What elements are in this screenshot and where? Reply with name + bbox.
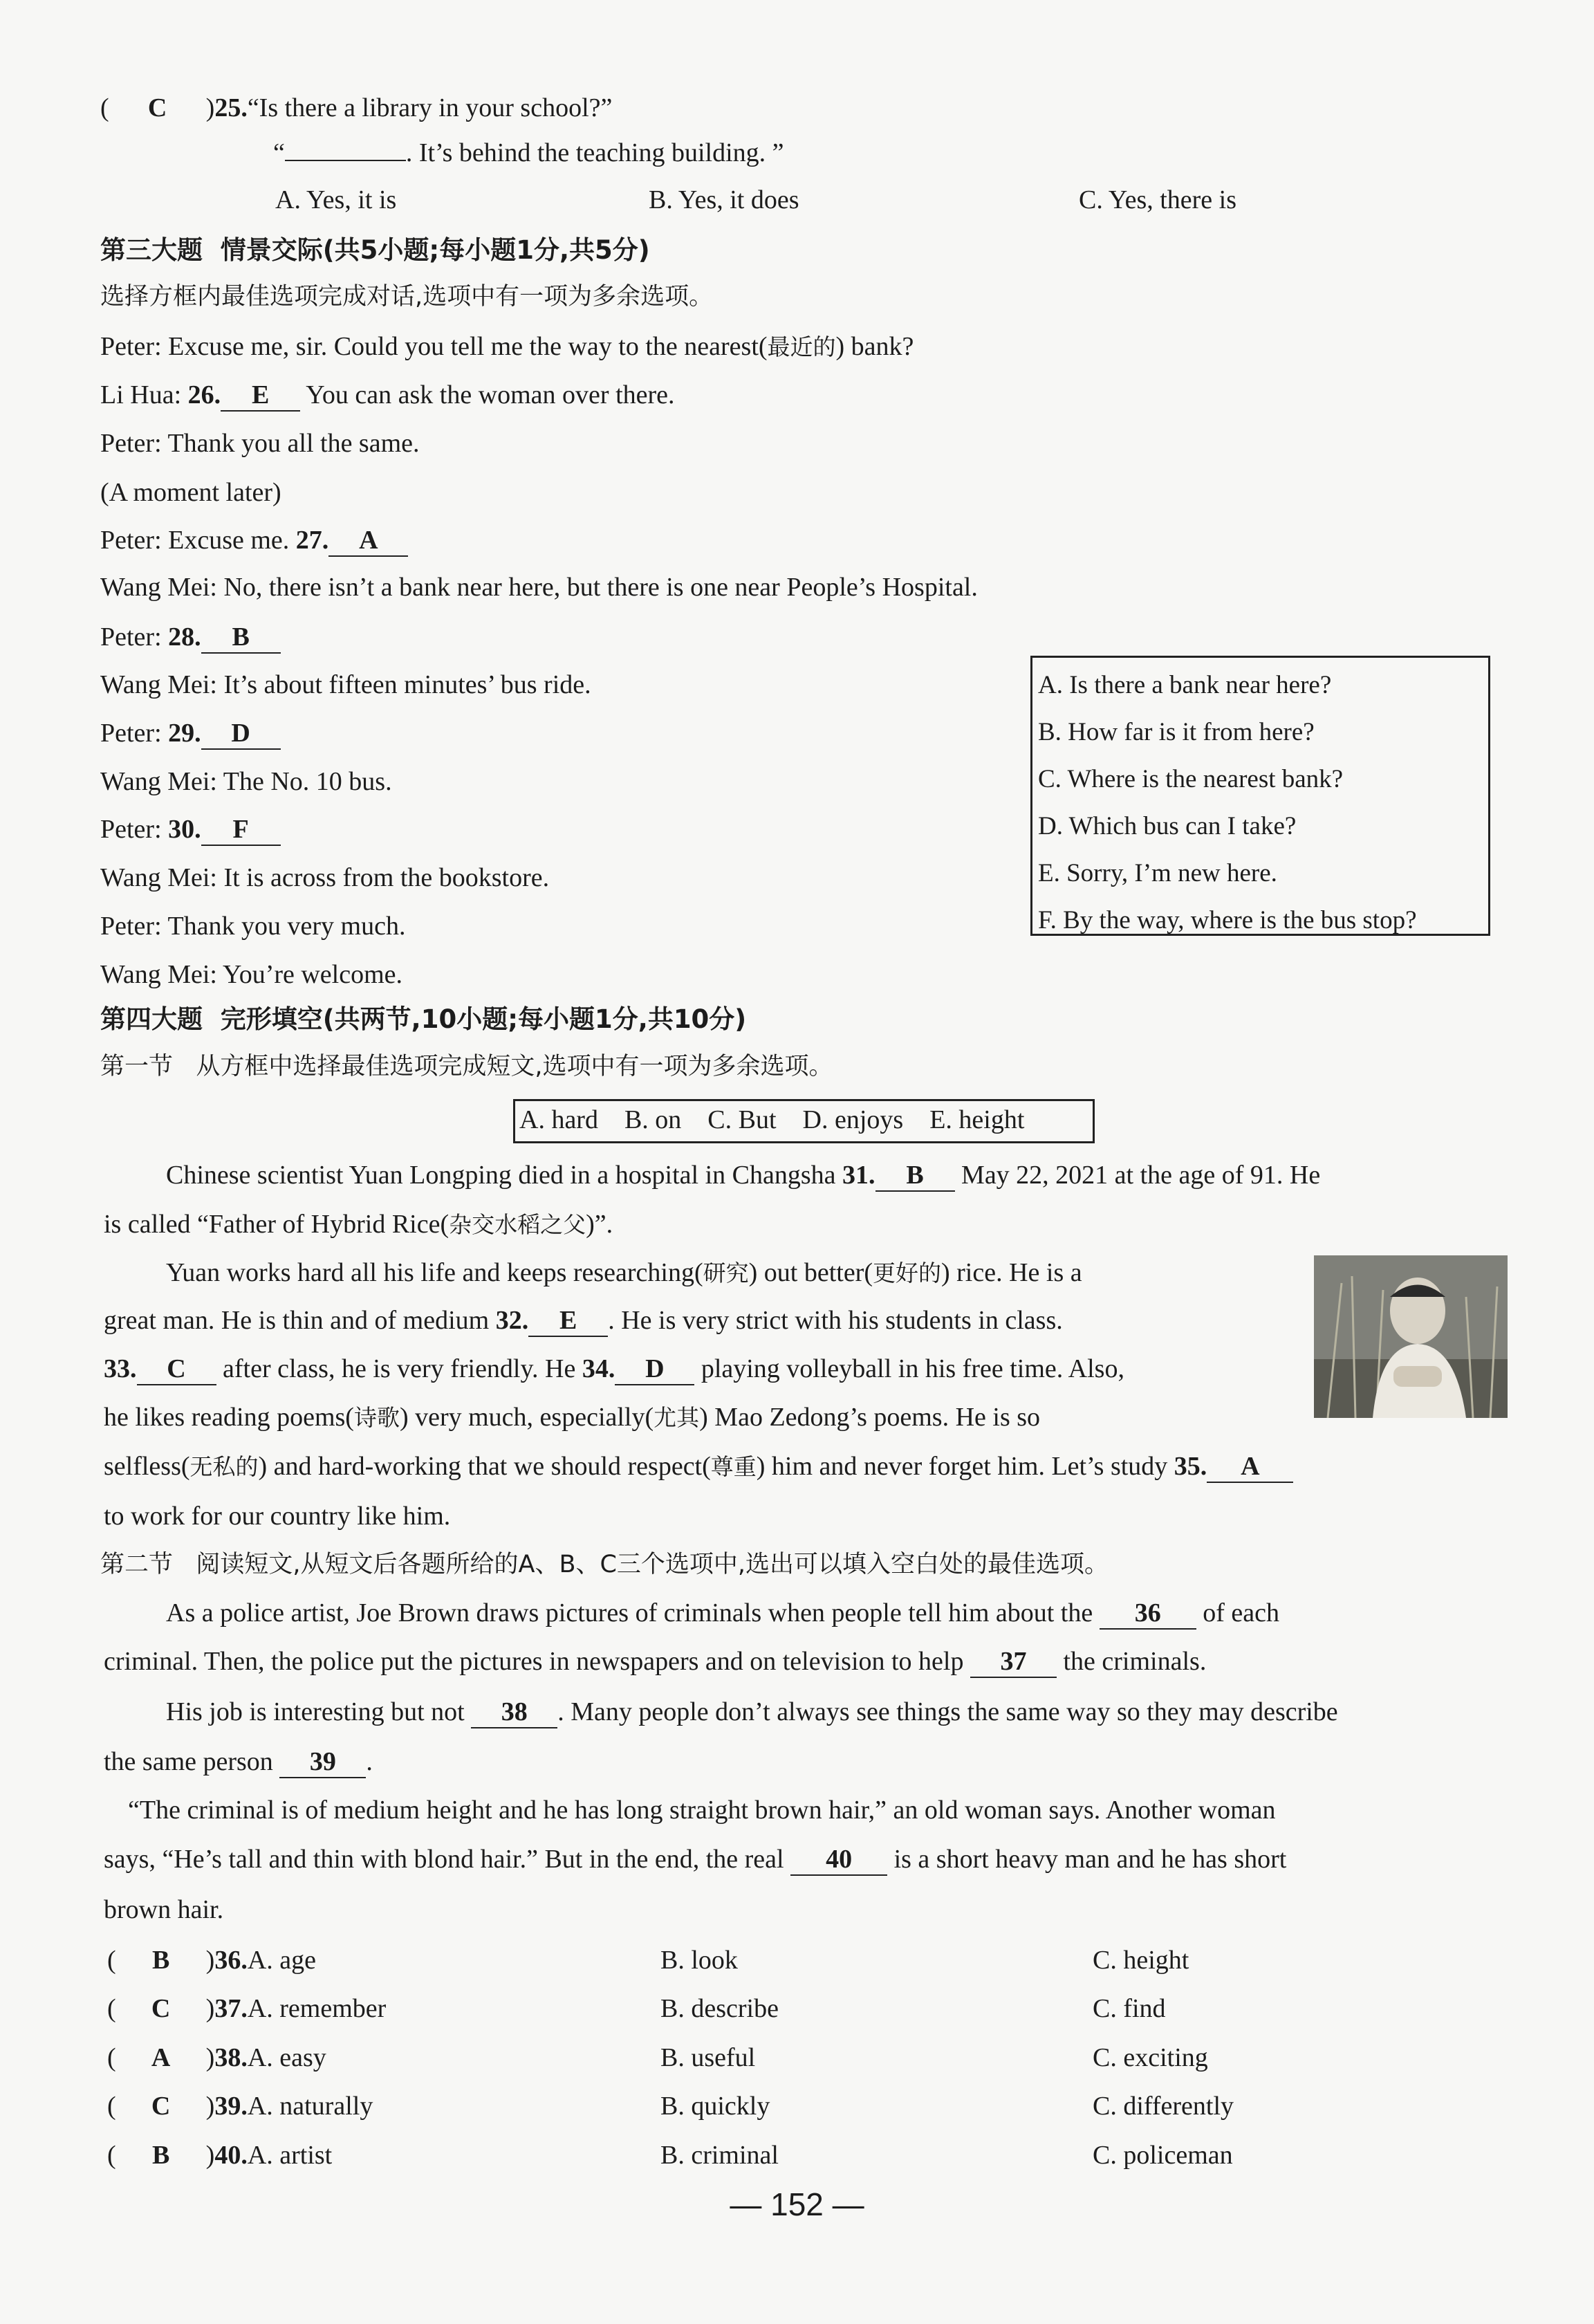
dialogue-line-3: Peter: Thank you all the same. bbox=[100, 429, 420, 458]
q25-option-a: A. Yes, it is bbox=[275, 185, 397, 214]
passage1-line-7: selfless(无私的) and hard-working that we should respect(尊重) him and never forget him. Let’s study 35. A bbox=[104, 1450, 1293, 1484]
box-option-a: A. Is there a bank near here? bbox=[1038, 671, 1332, 699]
section1-instruction: 第一节 从方框中选择最佳选项完成短文,选项中有一项为多余选项。 bbox=[100, 1053, 833, 1080]
answer-30: F bbox=[201, 814, 281, 846]
question-39-c: C. differently bbox=[1093, 2092, 1234, 2121]
question-36-b: B. look bbox=[660, 1946, 738, 1975]
page-number: — 152 — bbox=[730, 2186, 864, 2222]
part3-heading: 第三大题 情景交际(共5小题;每小题1分,共5分) bbox=[100, 235, 650, 265]
answer-35: A bbox=[1207, 1451, 1293, 1483]
q25-answer: C bbox=[147, 93, 167, 122]
box-option-b: B. How far is it from here? bbox=[1038, 718, 1315, 746]
blank-37: 37 bbox=[970, 1646, 1057, 1678]
dialogue-line-29: Peter: 29. D bbox=[100, 717, 281, 750]
question-40-c: C. policeman bbox=[1093, 2141, 1233, 2170]
dialogue-line-10: Wang Mei: The No. 10 bus. bbox=[100, 767, 392, 796]
q25-stem: ( C )25.“Is there a library in your school?” bbox=[100, 91, 612, 124]
passage1-line-2: is called “Father of Hybrid Rice(杂交水稻之父)”. bbox=[104, 1210, 613, 1239]
options-box bbox=[1030, 656, 1490, 936]
dialogue-line-28: Peter: 28. B bbox=[100, 620, 281, 654]
question-40: ( B )40.A. artist bbox=[107, 2141, 333, 2170]
dialogue-line-4: (A moment later) bbox=[100, 478, 281, 507]
q25-blank bbox=[285, 160, 406, 161]
answer-33: C bbox=[137, 1354, 216, 1385]
question-39: ( C )39.A. naturally bbox=[107, 2092, 373, 2121]
q25-number: 25. bbox=[214, 93, 248, 122]
passage2-line-5: “The criminal is of medium height and he has long straight brown hair,” an old woman says. Another woman bbox=[128, 1796, 1276, 1825]
question-38: ( A )38.A. easy bbox=[107, 2043, 326, 2072]
q25-option-c: C. Yes, there is bbox=[1079, 185, 1237, 214]
dialogue-line-1: Peter: Excuse me, sir. Could you tell me the way to the nearest(最近的) bank? bbox=[100, 332, 914, 361]
dialogue-line-27: Peter: Excuse me. 27. A bbox=[100, 524, 408, 557]
answer-27: A bbox=[328, 525, 408, 557]
blank-39: 39 bbox=[279, 1746, 366, 1778]
dialogue-line-12: Wang Mei: It is across from the bookstore. bbox=[100, 863, 550, 892]
answer-32: E bbox=[528, 1305, 608, 1337]
question-38-c: C. exciting bbox=[1093, 2043, 1208, 2072]
blank-36: 36 bbox=[1100, 1598, 1196, 1630]
dialogue-line-6: Wang Mei: No, there isn’t a bank near here, but there is one near People’s Hospital. bbox=[100, 573, 978, 602]
dialogue-line-30: Peter: 30. F bbox=[100, 813, 281, 846]
answer-28: B bbox=[201, 622, 281, 654]
blank-40: 40 bbox=[790, 1844, 887, 1876]
yuan-longping-photo bbox=[1314, 1255, 1508, 1418]
q25-question: “Is there a library in your school?” bbox=[247, 93, 613, 122]
passage2-line-6: says, “He’s tall and thin with blond hair.” But in the end, the real 40 is a short heavy man and he has short bbox=[104, 1843, 1286, 1876]
word-box: A. hard B. on C. But D. enjoys E. height bbox=[513, 1099, 1095, 1143]
question-39-b: B. quickly bbox=[660, 2092, 770, 2121]
box-option-f: F. By the way, where is the bus stop? bbox=[1038, 906, 1417, 934]
answer-29: D bbox=[201, 718, 281, 750]
dialogue-line-8: Wang Mei: It’s about fifteen minutes’ bus ride. bbox=[100, 670, 591, 699]
passage2-line-7: brown hair. bbox=[104, 1895, 224, 1924]
part3-instruction: 选择方框内最佳选项完成对话,选项中有一项为多余选项。 bbox=[100, 283, 714, 311]
passage1-line-6: he likes reading poems(诗歌) very much, especially(尤其) Mao Zedong’s poems. He is so bbox=[104, 1403, 1041, 1432]
box-option-e: E. Sorry, I’m new here. bbox=[1038, 859, 1277, 887]
passage2-line-1: As a police artist, Joe Brown draws pictures of criminals when people tell him about the 36 of each bbox=[166, 1596, 1279, 1630]
q25-line2: “ . It’s behind the teaching building. ” bbox=[273, 138, 784, 167]
question-36-c: C. height bbox=[1093, 1946, 1189, 1975]
dialogue-line-26: Li Hua: 26. E You can ask the woman over there. bbox=[100, 378, 675, 412]
question-37-b: B. describe bbox=[660, 1994, 779, 2023]
question-40-b: B. criminal bbox=[660, 2141, 779, 2170]
passage1-line-4: great man. He is thin and of medium 32. E . He is very strict with his students in class. bbox=[104, 1304, 1063, 1337]
dialogue-line-14: Wang Mei: You’re welcome. bbox=[100, 960, 403, 989]
answer-26: E bbox=[221, 380, 300, 412]
blank-38: 38 bbox=[471, 1697, 557, 1728]
question-37-c: C. find bbox=[1093, 1994, 1166, 2023]
answer-31: B bbox=[875, 1160, 955, 1192]
section2-instruction: 第二节 阅读短文,从短文后各题所给的A、B、C三个选项中,选出可以填入空白处的最佳选项。 bbox=[100, 1551, 1109, 1578]
passage2-line-2: criminal. Then, the police put the pictures in newspapers and on television to help 37 the criminals. bbox=[104, 1645, 1206, 1678]
passage1-line-1: Chinese scientist Yuan Longping died in a hospital in Changsha 31. B May 22, 2021 at the age of 91. He bbox=[166, 1159, 1320, 1192]
answer-34: D bbox=[615, 1354, 694, 1385]
box-option-c: C. Where is the nearest bank? bbox=[1038, 765, 1344, 793]
passage1-line-8: to work for our country like him. bbox=[104, 1502, 451, 1531]
passage2-line-4: the same person 39 . bbox=[104, 1745, 373, 1778]
passage1-line-3: Yuan works hard all his life and keeps researching(研究) out better(更好的) rice. He is a bbox=[166, 1258, 1082, 1287]
box-option-d: D. Which bus can I take? bbox=[1038, 812, 1297, 840]
passage1-line-5: 33. C after class, he is very friendly. He 34. D playing volleyball in his free time. Also, bbox=[104, 1352, 1124, 1385]
q25-option-b: B. Yes, it does bbox=[649, 185, 799, 214]
dialogue-line-13: Peter: Thank you very much. bbox=[100, 912, 406, 941]
question-37: ( C )37.A. remember bbox=[107, 1994, 387, 2023]
part4-heading: 第四大题 完形填空(共两节,10小题;每小题1分,共10分) bbox=[100, 1004, 747, 1034]
question-38-b: B. useful bbox=[660, 2043, 756, 2072]
question-36: ( B )36.A. age bbox=[107, 1946, 316, 1975]
passage2-line-3: His job is interesting but not 38 . Many people don’t always see things the same way so they may describe bbox=[166, 1695, 1338, 1728]
